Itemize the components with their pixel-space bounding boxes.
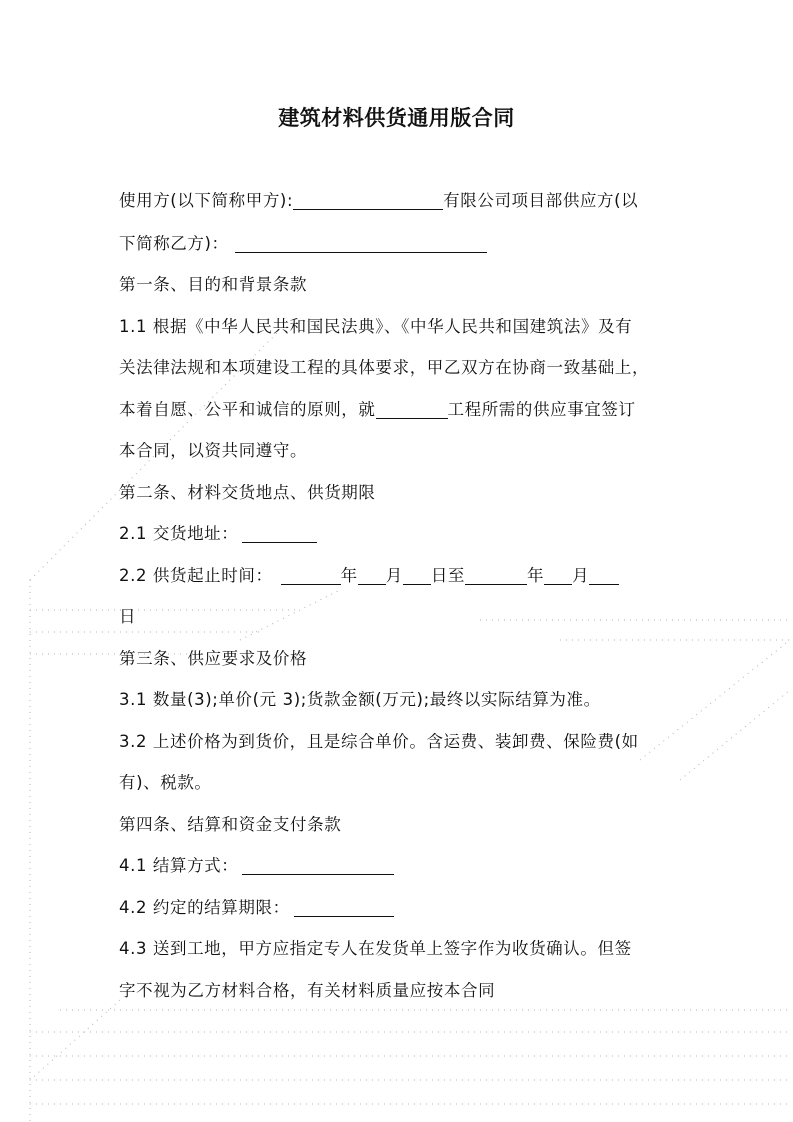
fill-blank-buyer[interactable] [293, 189, 443, 210]
text-line-2 [119, 229, 487, 259]
text-line-1 [119, 186, 638, 216]
text-segment: 工程所需的供应事宜签订 [447, 400, 636, 419]
text-segment: 4.2 约定的结算期限： [119, 898, 290, 917]
text-segment: 月 [385, 566, 403, 585]
text-line-11: 日 [119, 607, 137, 626]
document-title: 建筑材料供货通用版合同 [278, 106, 515, 130]
text-line-19: 4.3 送到工地，甲方应指定专人在发货单上签字作为收货确认。但签 [119, 939, 632, 958]
fill-blank-end-month[interactable] [544, 564, 572, 585]
fill-blank-project[interactable] [376, 398, 448, 419]
text-line-5: 关法律法规和本项建设工程的具体要求，甲乙双方在协商一致基础上， [119, 358, 650, 377]
text-line-4: 1.1 根据《中华人民共和国民法典》、《中华人民共和国建筑法》及有 [119, 317, 633, 336]
fill-blank-start-month[interactable] [358, 564, 386, 585]
fill-blank-supplier[interactable] [235, 232, 487, 253]
fill-blank-start-year[interactable] [281, 564, 341, 585]
text-segment: 月 [572, 566, 590, 585]
text-segment: 下简称乙方)： [119, 234, 229, 253]
fill-blank-delivery-address[interactable] [242, 522, 317, 543]
text-line-9 [119, 519, 317, 549]
section-heading-2: 第二条、材料交货地点、供货期限 [119, 483, 376, 502]
fill-blank-settlement-period[interactable] [294, 896, 394, 917]
fill-blank-start-day[interactable] [403, 564, 431, 585]
text-segment: 年 [527, 566, 545, 585]
fill-blank-end-day[interactable] [589, 564, 619, 585]
text-segment: 4.1 结算方式： [119, 856, 239, 875]
text-segment: 使用方(以下简称甲方): [119, 191, 294, 210]
text-line-10 [119, 561, 619, 591]
fill-blank-settlement-method[interactable] [242, 854, 394, 875]
text-segment: 日至 [430, 566, 466, 585]
text-line-14: 3.2 上述价格为到货价，且是综合单价。含运费、装卸费、保险费(如 [119, 732, 639, 751]
text-segment: 年 [340, 566, 358, 585]
text-segment: 有限公司项目部供应方(以 [443, 191, 639, 210]
text-line-18 [119, 893, 394, 923]
text-segment: 2.2 供货起止时间： [119, 566, 273, 585]
text-line-6 [119, 395, 636, 425]
text-line-17 [119, 851, 394, 881]
text-line-20: 字不视为乙方材料合格，有关材料质量应按本合同 [119, 981, 496, 1000]
section-heading-4: 第四条、结算和资金支付条款 [119, 815, 342, 834]
text-line-7: 本合同，以资共同遵守。 [119, 441, 308, 460]
section-heading-1: 第一条、目的和背景条款 [119, 275, 308, 294]
fill-blank-end-year[interactable] [465, 564, 527, 585]
text-line-13: 3.1 数量(3);单价(元 3);货款金额(万元);最终以实际结算为准。 [119, 690, 601, 709]
section-heading-3: 第三条、供应要求及价格 [119, 649, 308, 668]
text-line-15: 有)、税款。 [119, 773, 212, 792]
text-segment: 2.1 交货地址： [119, 524, 239, 543]
text-segment: 本着自愿、公平和诚信的原则，就 [119, 400, 376, 419]
